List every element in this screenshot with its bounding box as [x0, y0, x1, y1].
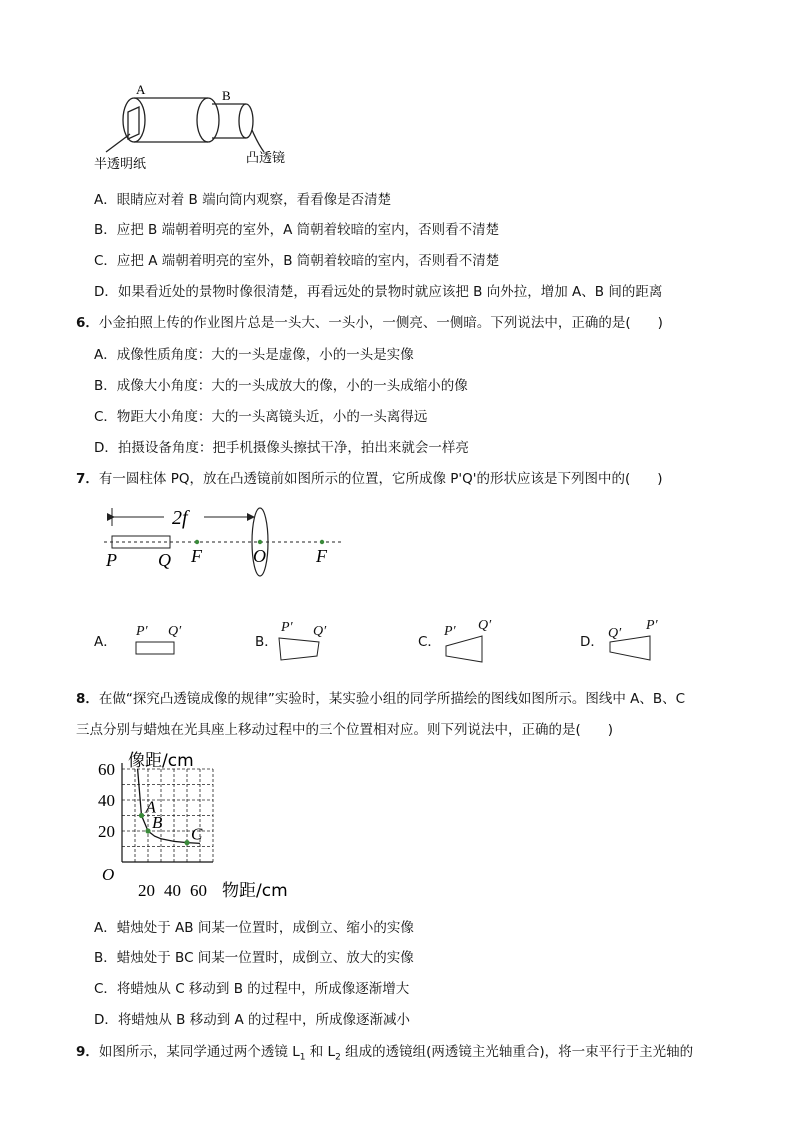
q6-option-b[interactable]: B．成像大小角度：大的一头成放大的像，小的一头成缩小的像 [94, 378, 468, 394]
label-lens: 凸透镜 [246, 151, 286, 166]
data-point-label: C [191, 824, 203, 844]
camera-tube-figure [88, 82, 318, 172]
q6-option-d[interactable]: D．拍摄设备角度：把手机摄像头擦拭干净，拍出来就会一样亮 [94, 440, 469, 456]
y-tick-label: 60 [98, 760, 115, 779]
q7-choice-d[interactable] [580, 620, 680, 666]
choice-a-right-label: Q′ [168, 624, 182, 639]
label-p: P [106, 550, 117, 570]
question-8 [76, 687, 685, 707]
q7-choice-a[interactable] [94, 622, 194, 664]
question-number: 8． [76, 691, 99, 707]
x-tick-label: 40 [164, 881, 181, 900]
data-point-label: A [145, 797, 156, 817]
question-7 [76, 467, 662, 487]
q8-option-c[interactable]: C．将蜡烛从 C 移动到 B 的过程中，所成像逐渐增大 [94, 981, 410, 997]
label-b: B [222, 88, 231, 103]
choice-d-left-label: Q′ [608, 626, 622, 641]
q7-choice-c[interactable] [418, 620, 518, 666]
choice-letter: A． [94, 634, 117, 650]
data-point-label: B [152, 813, 163, 832]
choice-b-left-label: P′ [281, 620, 293, 635]
choice-c-right-label: Q′ [478, 618, 492, 633]
question-stem: 小金拍照上传的作业图片总是一头大、一头小，一侧亮、一侧暗。下列说法中，正确的是( ) [98, 315, 663, 331]
label-f1: F [191, 546, 202, 566]
choice-d-right-label: P′ [646, 618, 658, 633]
question-stem-part1: 如图所示，某同学通过两个透镜 L [98, 1044, 300, 1060]
q5-option-b[interactable]: B．应把 B 端朝着明亮的室外，A 筒朝着较暗的室内，否则看不清楚 [94, 222, 500, 238]
choice-c-left-label: P′ [444, 624, 456, 639]
data-point-a [139, 813, 144, 818]
y-tick-label: 40 [98, 791, 115, 810]
question-8-line2: 三点分别与蜡烛在光具座上移动过程中的三个位置相对应。则下列说法中，正确的是( ) [76, 722, 614, 738]
image-distance-chart [92, 744, 322, 904]
y-tick-label: 20 [98, 822, 115, 841]
q8-option-b[interactable]: B．蜡烛处于 BC 间某一位置时，成倒立、放大的实像 [94, 950, 414, 966]
label-paper: 半透明纸 [94, 157, 147, 172]
q5-option-c[interactable]: C．应把 A 端朝着明亮的室外，B 筒朝着较暗的室内，否则看不清楚 [94, 253, 500, 269]
choice-a-left-label: P′ [136, 624, 148, 639]
choice-letter: D． [580, 634, 604, 650]
question-stem-line1: 在做“探究凸透镜成像的规律”实验时，某实验小组的同学所描绘的图线如图所示。图线中 A、B、C [98, 691, 686, 707]
q5-option-d[interactable]: D．如果看近处的景物时像很清楚，再看远处的景物时就应该把 B 向外拉，增加 A、B 间的距离 [94, 284, 663, 300]
question-stem-part3: 组成的透镜组(两透镜主光轴重合)，将一束平行于主光轴的 [340, 1044, 694, 1060]
origin-label: O [102, 865, 115, 884]
lens-setup-figure [100, 500, 350, 580]
choice-b-right-label: Q′ [313, 624, 327, 639]
x-axis-label: 物距/cm [222, 881, 288, 901]
question-number: 6． [76, 315, 99, 331]
choice-letter: B． [255, 634, 278, 650]
subscript-2: 2 [335, 1052, 341, 1063]
y-axis-label: 像距/cm [128, 751, 194, 771]
label-q: Q [158, 550, 171, 570]
x-tick-label: 60 [190, 881, 207, 900]
question-stem-part2: 和 L [305, 1044, 336, 1060]
data-point-b [145, 828, 150, 833]
q8-option-d[interactable]: D．将蜡烛从 B 移动到 A 的过程中，所成像逐渐减小 [94, 1012, 411, 1028]
question-6 [76, 311, 663, 331]
q7-choice-b[interactable] [255, 622, 355, 666]
question-number: 7． [76, 471, 99, 487]
question-stem: 有一圆柱体 PQ，放在凸透镜前如图所示的位置，它所成像 P'Q'的形状应该是下列图中的( ) [98, 471, 663, 487]
label-o: O [253, 546, 266, 566]
q5-option-a[interactable]: A．眼睛应对着 B 端向筒内观察，看看像是否清楚 [94, 192, 392, 208]
label-f2: F [316, 546, 327, 566]
label-a: A [136, 82, 146, 97]
question-number: 9． [76, 1044, 99, 1060]
question-9 [76, 1040, 693, 1063]
label-2f: 2f [172, 507, 188, 529]
data-point-c [184, 840, 189, 845]
x-tick-label: 20 [138, 881, 155, 900]
q8-option-a[interactable]: A．蜡烛处于 AB 间某一位置时，成倒立、缩小的实像 [94, 920, 414, 936]
choice-letter: C． [418, 634, 441, 650]
q6-option-c[interactable]: C．物距大小角度：大的一头离镜头近，小的一头离得远 [94, 409, 428, 425]
subscript-1: 1 [299, 1052, 306, 1063]
q6-option-a[interactable]: A．成像性质角度：大的一头是虚像，小的一头是实像 [94, 347, 414, 363]
